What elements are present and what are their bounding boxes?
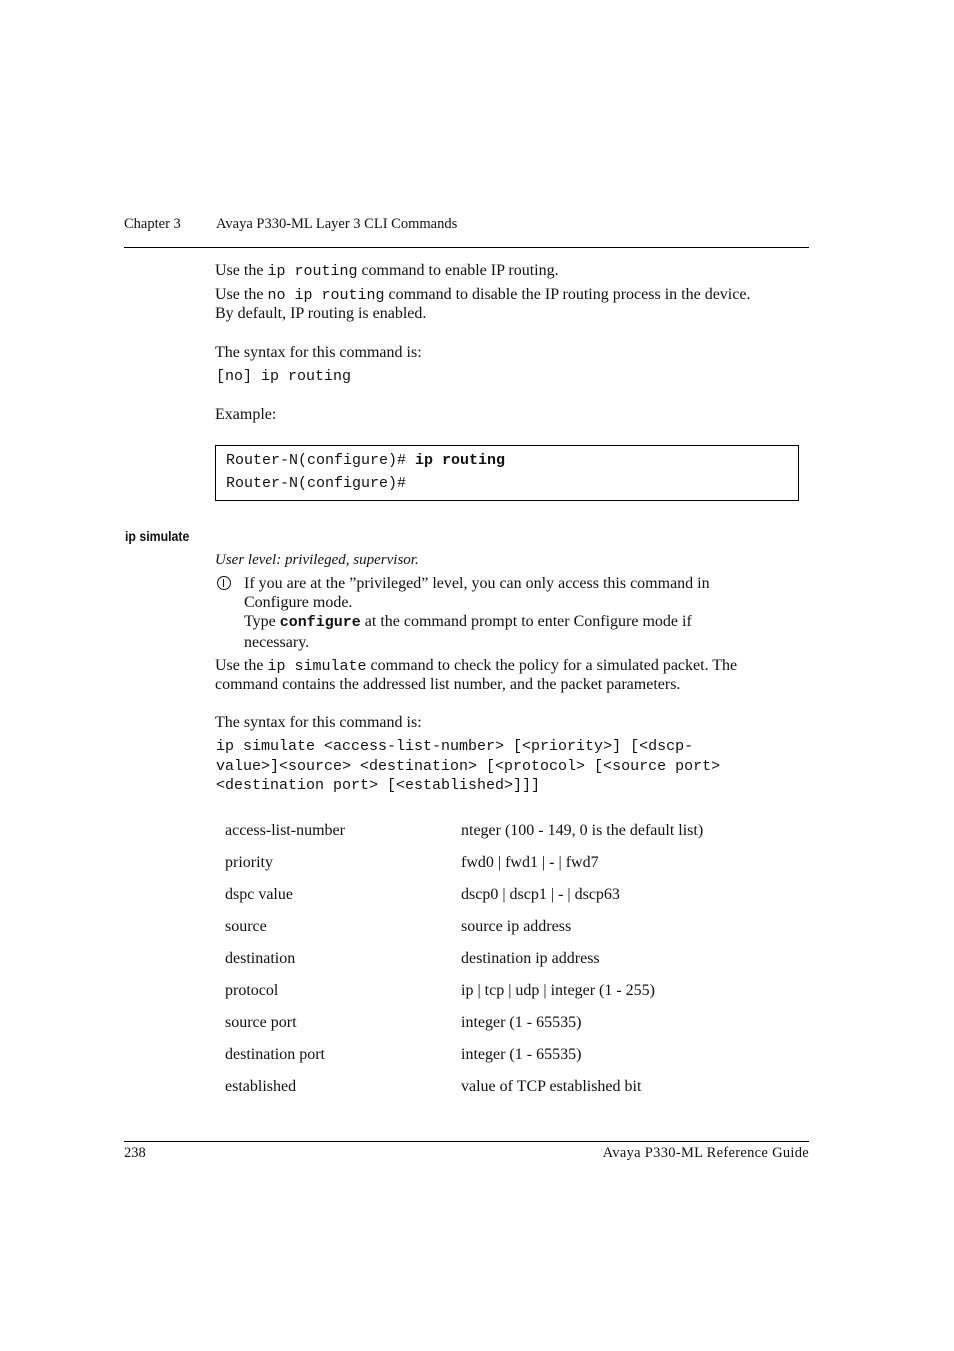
- param-desc: fwd0 | fwd1 | - | fwd7: [461, 854, 599, 871]
- param-desc: ip | tcp | udp | integer (1 - 255): [461, 982, 656, 999]
- cli-command: ip routing: [415, 452, 506, 469]
- inline-command: ip routing: [267, 263, 358, 280]
- note-line-1: If you are at the ”privileged” level, you can only access this command in: [244, 575, 710, 592]
- param-name: protocol: [225, 982, 279, 999]
- param-name: established: [225, 1078, 297, 1095]
- text-segment: command to disable the IP routing process in the device.: [384, 286, 751, 303]
- param-desc: value of TCP established bit: [461, 1078, 642, 1095]
- syntax-intro: The syntax for this command is:: [215, 714, 422, 731]
- info-icon: [217, 576, 231, 590]
- footer-rule: [124, 1141, 809, 1142]
- param-desc: nteger (100 - 149, 0 is the default list): [461, 822, 704, 839]
- inline-command: no ip routing: [267, 287, 385, 304]
- param-desc: dscp0 | dscp1 | - | dscp63: [461, 886, 620, 903]
- param-desc: source ip address: [461, 918, 572, 935]
- ip-simulate-use-text-2: command contains the addressed list number, and the packet parameters.: [215, 676, 681, 693]
- text-segment: Use the: [215, 657, 268, 674]
- ip-routing-default-text: By default, IP routing is enabled.: [215, 305, 427, 322]
- example-code-box: [215, 445, 799, 501]
- syntax-line-3: <destination port> [<established>]]]: [216, 777, 541, 794]
- example-line-1: [226, 452, 505, 469]
- param-name: dspc value: [225, 886, 293, 903]
- text-segment: command to check the policy for a simulated packet. The: [366, 657, 738, 674]
- text-segment: Use the: [215, 286, 268, 303]
- syntax-line-1: ip simulate <access-list-number> [<priority>] [<dscp-: [216, 738, 694, 755]
- text-segment: at the command prompt to enter Configure mode if: [360, 613, 692, 630]
- header-title: Avaya P330-ML Layer 3 CLI Commands: [216, 216, 458, 232]
- param-desc: destination ip address: [461, 950, 600, 967]
- syntax-intro: The syntax for this command is:: [215, 344, 422, 361]
- inline-command: ip simulate: [267, 658, 367, 675]
- param-desc: integer (1 - 65535): [461, 1014, 582, 1031]
- page-number: 238: [124, 1145, 146, 1161]
- param-name: source: [225, 918, 267, 935]
- cli-prompt: Router-N(configure)#: [226, 452, 416, 469]
- syntax-line-2: value>]<source> <destination> [<protocol> [<source port>: [216, 758, 721, 775]
- ip-routing-enable-text: [215, 261, 559, 281]
- header-chapter: Chapter 3: [124, 216, 181, 232]
- example-label: Example:: [215, 406, 277, 423]
- text-segment: Use the: [215, 262, 268, 279]
- param-name: source port: [225, 1014, 297, 1031]
- note-line-3: [244, 612, 692, 632]
- ip-simulate-use-text: [215, 656, 737, 676]
- footer-guide-title: Avaya P330-ML Reference Guide: [602, 1145, 809, 1161]
- header-rule: [124, 247, 809, 248]
- param-name: access-list-number: [225, 822, 345, 839]
- section-heading: ip simulate: [125, 528, 190, 544]
- example-line-2: Router-N(configure)#: [226, 475, 407, 492]
- syntax-code: [no] ip routing: [216, 368, 352, 385]
- text-segment: command to enable IP routing.: [357, 262, 559, 279]
- param-name: destination port: [225, 1046, 325, 1063]
- inline-command: configure: [279, 614, 361, 631]
- note-line-4: necessary.: [244, 634, 310, 651]
- note-line-2: Configure mode.: [244, 594, 353, 611]
- user-level-text: User level: privileged, supervisor.: [215, 552, 419, 568]
- text-segment: Type: [244, 613, 280, 630]
- param-desc: integer (1 - 65535): [461, 1046, 582, 1063]
- param-name: destination: [225, 950, 296, 967]
- ip-routing-disable-text: [215, 285, 750, 305]
- param-name: priority: [225, 854, 273, 871]
